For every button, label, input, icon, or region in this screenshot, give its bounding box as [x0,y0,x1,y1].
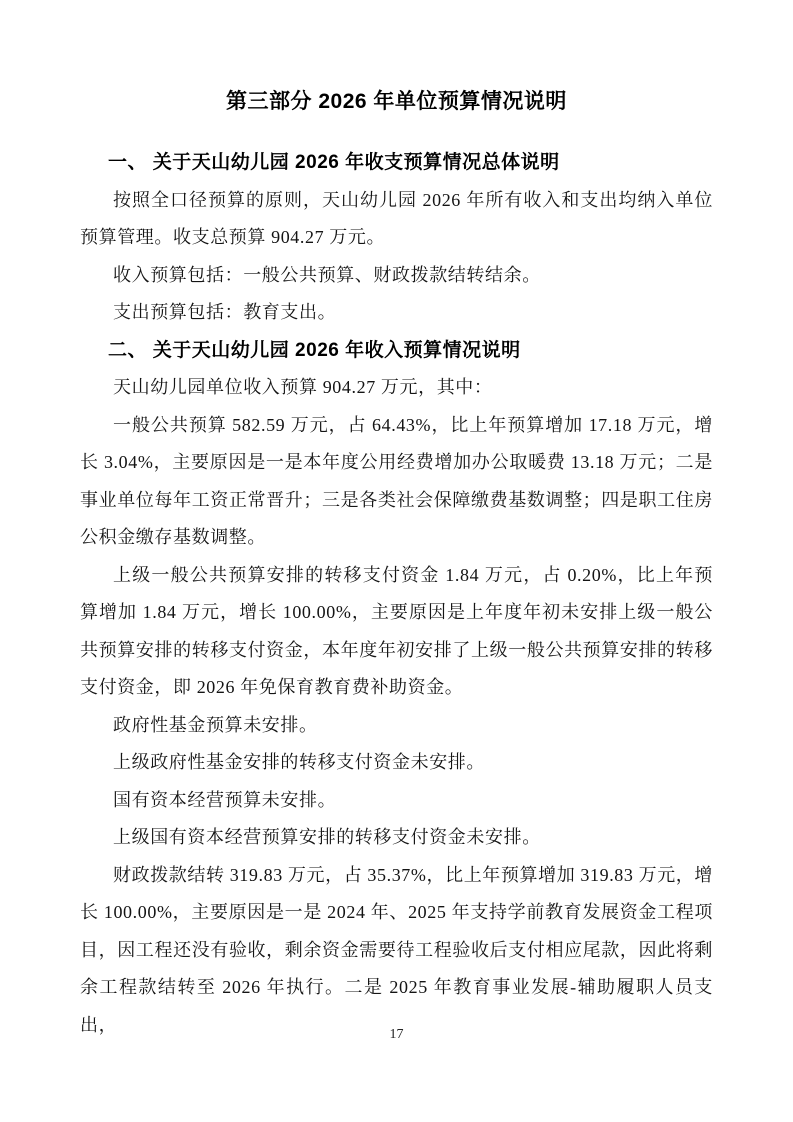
paragraph: 收入预算包括：一般公共预算、财政拨款结转结余。 [113,264,541,285]
paragraph: 一般公共预算 582.59 万元，占 64.43%，比上年预算增加 17.18 万元，增长 3.04%，主要原因是一是本年度公用经费增加办公取暖费 13.18 万元；二是事业单位每年工资正常晋升；三是各类社会保障缴费基数调整；四是职工住房公积金缴存基数调整。 [80,414,713,547]
paragraph: 支出预算包括：教育支出。 [113,302,337,322]
paragraph: 上级国有资本经营预算安排的转移支付资金未安排。 [113,827,541,847]
section-overall-explanation [80,144,713,332]
paragraph: 上级政府性基金安排的转移支付资金未安排。 [113,752,485,772]
paragraph: 政府性基金预算未安排。 [113,714,318,735]
paragraph: 天山幼儿园单位收入预算 904.27 万元，其中： [113,377,493,397]
paragraph: 上级一般公共预算安排的转移支付资金 1.84 万元，占 0.20%，比上年预算增加 1.84 万元，增长 100.00%，主要原因是上年度年初未安排上级一般公共预算安排的转移支付资金，本年度年初安排了上级一般公共预算安排的转移支付资金，即 2026 年免保育教育费补助资金。 [80,564,713,697]
section-1-heading: 一、 关于天山幼儿园 2026 年收支预算情况总体说明 [108,152,560,173]
paragraph: 财政拨款结转 319.83 万元，占 35.37%，比上年预算增加 319.83 万元，增长 100.00%，主要原因是一是 2024 年、2025 年支持学前教育发展资金工程项目，因工程还没有验收，剩余资金需要待工程验收后支付相应尾款，因此将剩余工程款结转至 2026 年执行。二是 2025 年教育事业发展-辅助履职人员支出， [80,864,713,1035]
paragraph: 按照全口径预算的原则，天山幼儿园 2026 年所有收入和支出均纳入单位预算管理。收支总预算 904.27 万元。 [80,189,713,247]
document-content [80,0,713,1044]
page-number: 17 [389,1027,404,1042]
document-title: 第三部分 2026 年单位预算情况说明 [226,90,567,113]
section-income-explanation [80,332,713,1045]
paragraph: 国有资本经营预算未安排。 [113,789,337,810]
section-2-heading: 二、 关于天山幼儿园 2026 年收入预算情况说明 [108,339,521,361]
